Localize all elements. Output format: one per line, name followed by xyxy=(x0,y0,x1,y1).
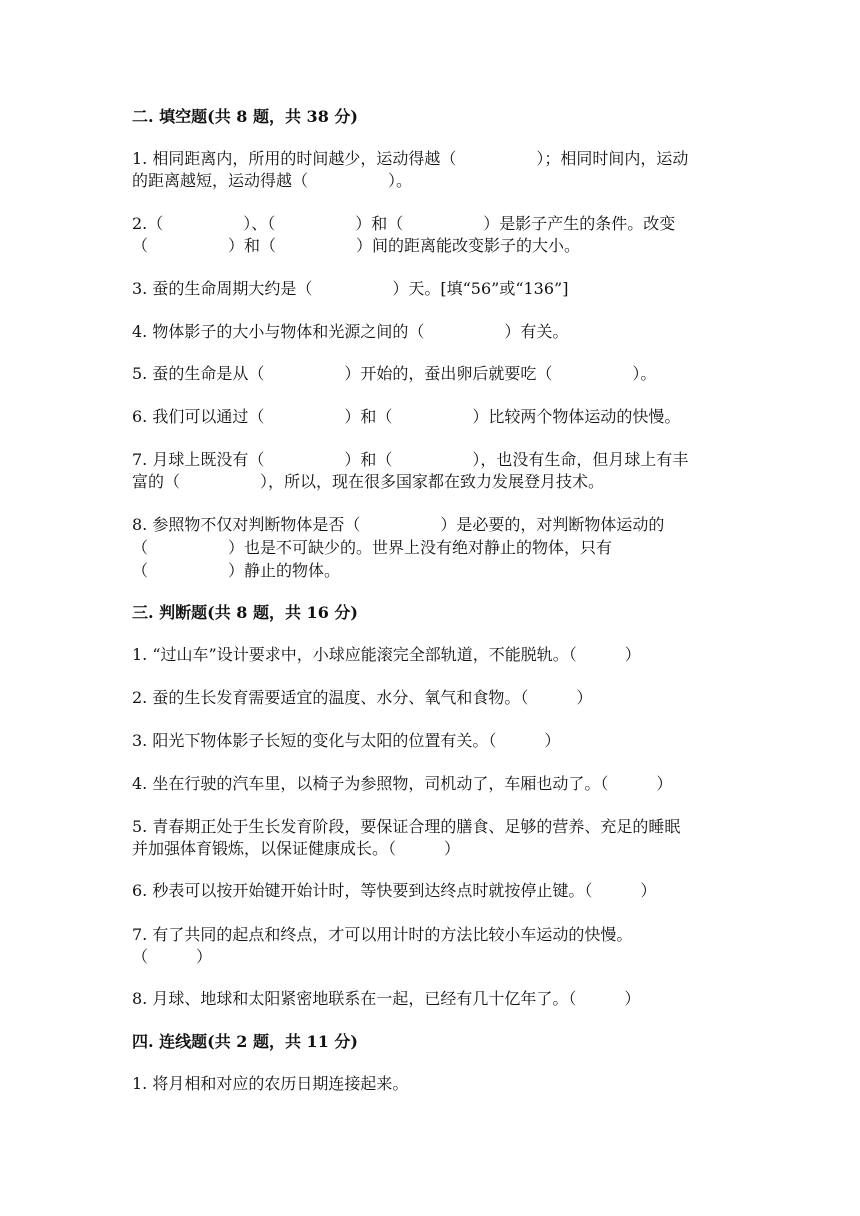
question-line: 5. 蚕的生命是从（ ）开始的，蚕出卵后就要吃（ ）。 xyxy=(132,364,657,383)
question-line: 2.（ ）、（ ）和（ ）是影子产生的条件。改变 xyxy=(132,214,676,233)
question-line: 2. 蚕的生长发育需要适宜的温度、水分、氧气和食物。（ ） xyxy=(132,688,593,707)
question-line: 4. 物体影子的大小与物体和光源之间的（ ）有关。 xyxy=(132,322,569,341)
question-line: 7. 有了共同的起点和终点，才可以用计时的方法比较小车运动的快慢。 xyxy=(132,925,633,944)
question-line: （ ）和（ ）间的距离能改变影子的大小。 xyxy=(132,236,581,255)
question-line: 7. 月球上既没有（ ）和（ ），也没有生命，但月球上有丰 xyxy=(132,450,689,469)
question-line: 3. 蚕的生命周期大约是（ ）天。[填“56”或“136”] xyxy=(132,279,569,298)
question-line: 3. 阳光下物体影子长短的变化与太阳的位置有关。（ ） xyxy=(132,731,561,750)
section-heading-fill-blank: 二. 填空题(共 8 题，共 38 分) xyxy=(132,107,358,126)
question-line: （ ）静止的物体。 xyxy=(132,561,341,580)
question-line: 5. 青春期正处于生长发育阶段，要保证合理的膳食、足够的营养、充足的睡眠 xyxy=(132,817,681,836)
question-line: 1. “过山车”设计要求中，小球应能滚完全部轨道，不能脱轨。（ ） xyxy=(132,645,641,664)
question-line: 6. 我们可以通过（ ）和（ ）比较两个物体运动的快慢。 xyxy=(132,407,681,426)
section-heading-true-false: 三. 判断题(共 8 题，共 16 分) xyxy=(132,603,358,622)
question-line: 8. 参照物不仅对判断物体是否（ ）是必要的，对判断物体运动的 xyxy=(132,515,665,534)
question-line: 的距离越短，运动得越（ ）。 xyxy=(132,171,413,190)
question-line: 并加强体育锻炼，以保证健康成长。（ ） xyxy=(132,839,461,858)
question-line: 8. 月球、地球和太阳紧密地联系在一起，已经有几十亿年了。（ ） xyxy=(132,989,641,1008)
question-line: （ ） xyxy=(132,947,213,966)
question-line: （ ）也是不可缺少的。世界上没有绝对静止的物体，只有 xyxy=(132,538,613,557)
question-line: 4. 坐在行驶的汽车里，以椅子为参照物，司机动了，车厢也动了。（ ） xyxy=(132,774,673,793)
question-line: 6. 秒表可以按开始键开始计时，等快要到达终点时就按停止键。（ ） xyxy=(132,881,657,900)
question-line: 1. 相同距离内，所用的时间越少，运动得越（ ）；相同时间内，运动 xyxy=(132,149,689,168)
section-heading-matching: 四. 连线题(共 2 题，共 11 分) xyxy=(132,1032,358,1051)
question-line: 富的（ ），所以，现在很多国家都在致力发展登月技术。 xyxy=(132,472,605,491)
question-line: 1. 将月相和对应的农历日期连接起来。 xyxy=(132,1074,409,1093)
